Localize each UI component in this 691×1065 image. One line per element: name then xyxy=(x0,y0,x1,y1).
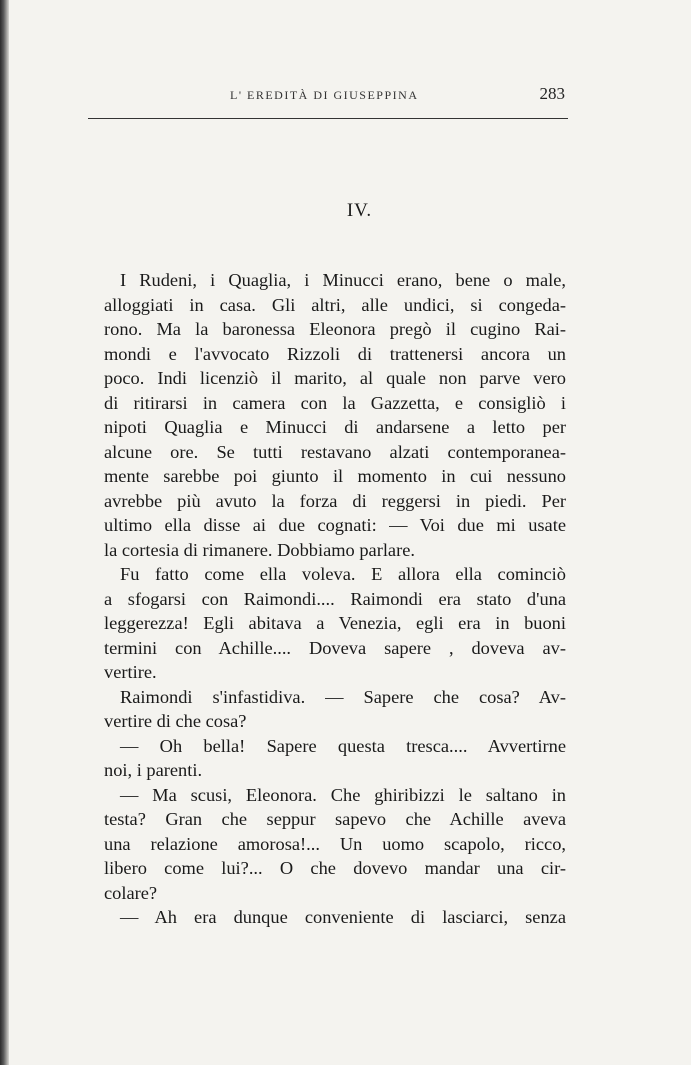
text-line: termini con Achille.... Doveva sapere , doveva av- xyxy=(104,637,566,658)
text-line: — Ah era dunque conveniente di lasciarci, senza xyxy=(120,907,566,927)
text-line: leggerezza! Egli abitava a Venezia, egli era in buoni xyxy=(104,613,566,633)
text-line: I Rudeni, i Quaglia, i Minucci erano, bene o male, xyxy=(120,270,566,290)
text-line: — Oh bella! Sapere questa tresca.... Avvertirne xyxy=(120,735,566,756)
text-line: nipoti Quaglia e Minucci di andarsene a letto per xyxy=(104,417,566,437)
text-line: avrebbe più avuto la forza di reggersi in piedi. Per xyxy=(104,490,566,511)
text-line: noi, i parenti. xyxy=(104,760,203,780)
text-line: — Ma scusi, Eleonora. Che ghiribizzi le saltano in xyxy=(120,784,566,805)
page-edge-shadow xyxy=(0,0,9,1065)
text-line: mondi e l'avvocato Rizzoli di trattenersi ancora un xyxy=(104,343,566,364)
text-line: una relazione amorosa!... Un uomo scapolo, ricco, xyxy=(104,833,566,854)
text-line: la cortesia di rimanere. Dobbiamo parlare. xyxy=(104,539,415,560)
running-header xyxy=(90,84,570,108)
body-text xyxy=(104,268,566,930)
text-line: mente sarebbe poi giunto il momento in cui nessuno xyxy=(104,466,566,486)
text-line: colare? xyxy=(104,882,158,903)
page-number: 283 xyxy=(539,84,565,103)
text-line: Raimondi s'infastidiva. — Sapere che cosa? Av- xyxy=(120,686,566,707)
text-line: rono. Ma la baronessa Eleonora pregò il cugino Rai- xyxy=(104,319,566,339)
text-line: vertire. xyxy=(104,662,157,682)
text-line: libero come lui?... O che dovevo mandar una cir- xyxy=(104,858,566,878)
text-line: testa? Gran che seppur sapevo che Achille aveva xyxy=(104,809,566,829)
header-rule xyxy=(88,118,568,119)
text-line: alloggiati in casa. Gli altri, alle undici, si congeda- xyxy=(104,294,566,315)
text-line: a sfogarsi con Raimondi.... Raimondi era stato d'una xyxy=(104,588,566,609)
text-line: vertire di che cosa? xyxy=(104,711,247,731)
text-line: alcune ore. Se tutti restavano alzati contemporanea- xyxy=(104,441,566,462)
chapter-heading: IV. xyxy=(346,200,373,221)
text-line: di ritirarsi in camera con la Gazzetta, e consigliò i xyxy=(104,392,566,413)
text-line: poco. Indi licenziò il marito, al quale non parve vero xyxy=(104,368,566,388)
text-line: ultimo ella disse ai due cognati: — Voi due mi usate xyxy=(104,515,566,535)
text-line: Fu fatto come ella voleva. E allora ella cominciò xyxy=(120,564,566,584)
running-title: L' EREDITÀ DI GIUSEPPINA xyxy=(230,88,419,102)
